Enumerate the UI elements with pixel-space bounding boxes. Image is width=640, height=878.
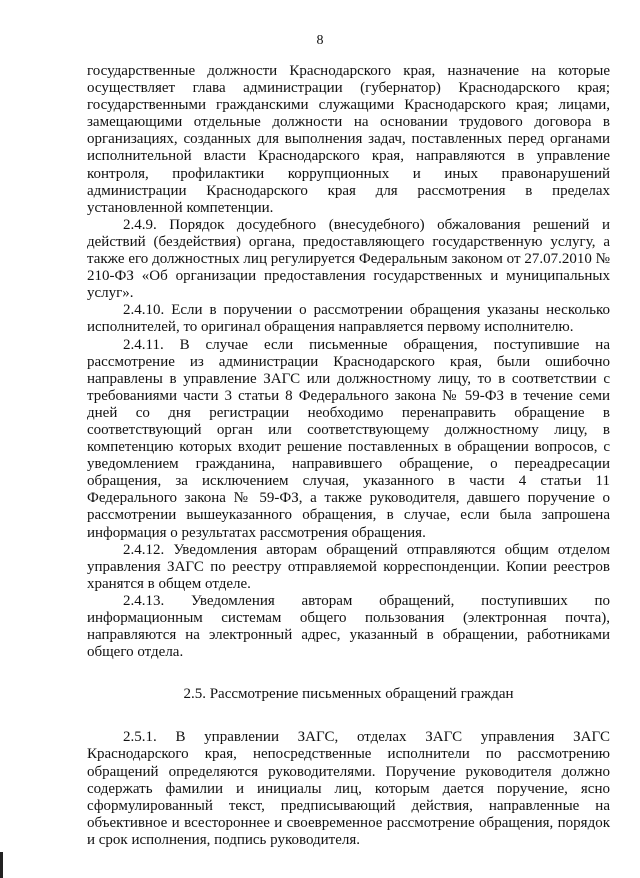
paragraph-continuation: государственные должности Краснодарского края, назначение на которые осуществляет глава администрации (губернатор) Краснодарского края; государственными гражданскими служащими Краснодарского края; лицами, замещающими отдельные должности на основании трудового договора в организациях, созданных для выполнения задач, поставленных перед органами исполнительной власти Краснодарского края, направляются в управление контроля, профилактики коррупционных и иных правонарушений администрации Краснодарского края для рассмотрения в пределах установленной компетенции. xyxy=(87,63,610,216)
paragraph-2-4-11: 2.4.11. В случае если письменные обращения, поступившие на рассмотрение из администрации Краснодарского края, были ошибочно направлены в управление ЗАГС или должностному лицу, то в соответствии с требованиями части 3 статьи 8 Федерального закона № 59-ФЗ в течение семи дней со дня регистрации необходимо перенаправить обращение в соответствующий орган или соответствующему должностному лицу, в компетенцию которых входит решение поставленных в обращении вопросов, с уведомлением гражданина, направившего обращение, о переадресации обращения, за исключением случая, указанного в части 4 статьи 11 Федерального закона № 59-ФЗ, а также руководителя, давшего поручение о рассмотрении вышеуказанного обращения, в случае, если была запрошена информация о результатах рассмотрения обращения. xyxy=(87,336,610,541)
page-number: 8 xyxy=(316,33,324,48)
paragraph-2-4-9: 2.4.9. Порядок досудебного (внесудебного) обжалования решений и действий (бездействия) органа, предоставляющего государственную услугу, а также его должностных лиц регулируется Федеральным законом от 27.07.2010 № 210-ФЗ «Об организации предоставления государственных и муниципальных услуг». xyxy=(87,216,610,302)
paragraph-2-4-13: 2.4.13. Уведомления авторам обращений, поступивших по информационным системам общего пользования (электронная почта), направляются на электронный адрес, указанный в обращении, работниками общего отдела. xyxy=(87,592,610,661)
paragraph-2-4-10: 2.4.10. Если в поручении о рассмотрении обращения указаны несколько исполнителей, то оригинал обращения направляется первому исполнителю. xyxy=(87,302,610,336)
paragraph-2-4-12: 2.4.12. Уведомления авторам обращений отправляются общим отделом управления ЗАГС по реестру отправляемой корреспонденции. Копии реестров хранятся в общем отделе. xyxy=(87,541,610,592)
document-body xyxy=(87,63,610,849)
paragraph-2-5-1: 2.5.1. В управлении ЗАГС, отделах ЗАГС управления ЗАГС Краснодарского края, непосредственные исполнители по рассмотрению обращений определяются руководителями. Поручение руководителя должно содержать фамилии и инициалы лиц, которым дается поручение, ясно сформулированный текст, предписывающий действия, направленные на объективное и всестороннее и своевременное рассмотрение обращения, порядок и срок исполнения, подпись руководителя. xyxy=(87,729,610,848)
scan-edge-mark xyxy=(0,852,3,878)
section-title: 2.5. Рассмотрение письменных обращений граждан xyxy=(183,686,514,703)
